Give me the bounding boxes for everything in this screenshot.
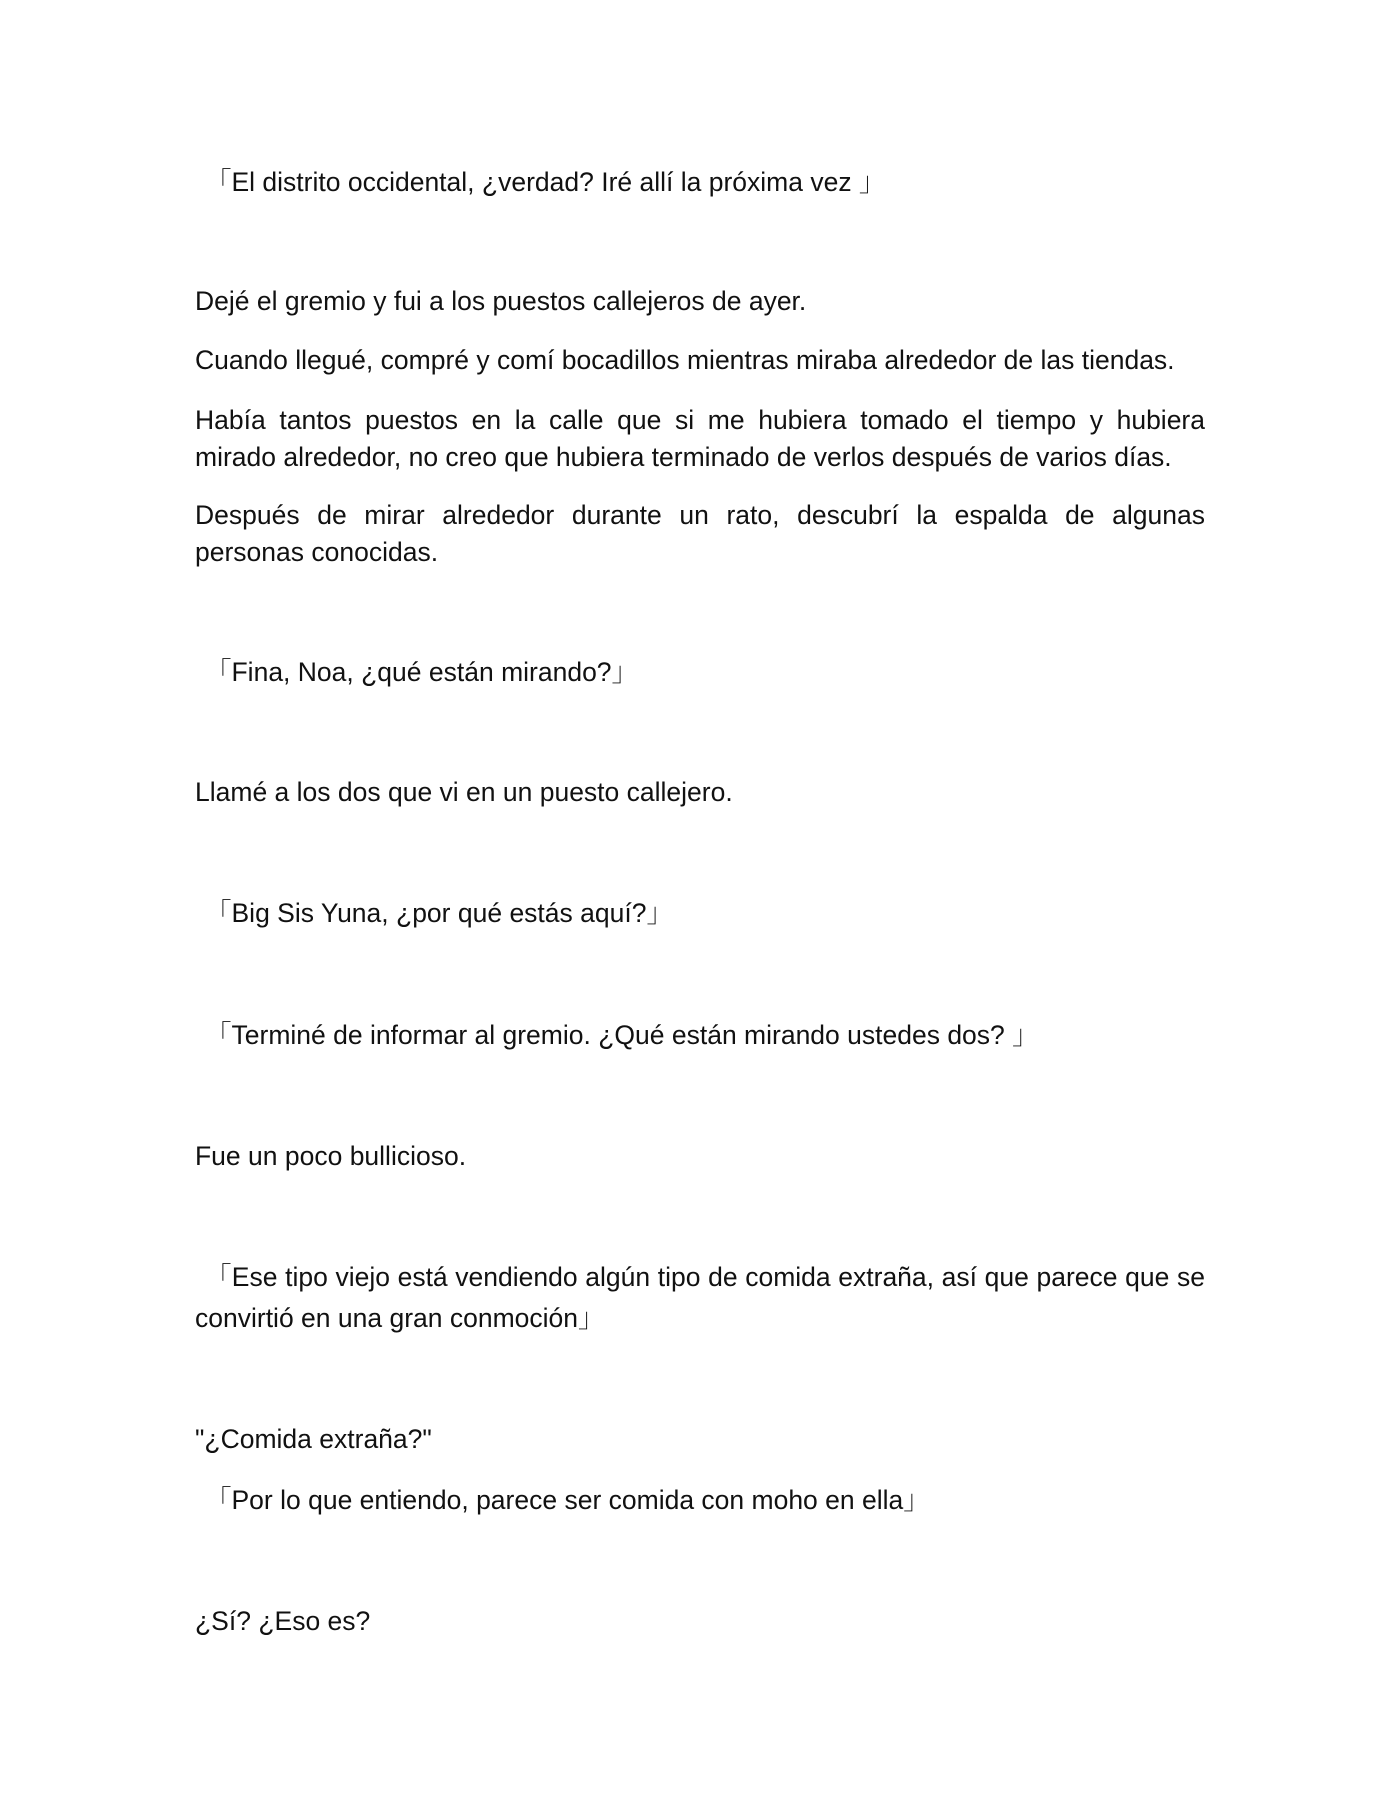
dialogue-line: 「Ese tipo viejo está vendiendo algún tipo de comida extraña, así que parece que se convirtió en una gran conmoción」 [195,1262,1205,1333]
dialogue-line: 「Fina, Noa, ¿qué están mirando?」 [205,657,639,687]
narration-paragraph: ¿Sí? ¿Eso es? [195,1606,371,1636]
dialogue-line: 「Big Sis Yuna, ¿por qué estás aquí?」 [205,898,673,928]
narration-paragraph: Había tantos puestos en la calle que si me hubiera tomado el tiempo y hubiera mirado alrededor, no creo que hubiera terminado de verlos después de varios días. [195,405,1205,472]
narration-paragraph: Dejé el gremio y fui a los puestos callejeros de ayer. [195,286,807,316]
dialogue-line: 「El distrito occidental, ¿verdad? Iré allí la próxima vez 」 [205,167,886,197]
narration-paragraph: Después de mirar alrededor durante un rato, descubrí la espalda de algunas personas conocidas. [195,500,1205,567]
narration-paragraph: "¿Comida extraña?" [195,1424,432,1454]
dialogue-line: 「Por lo que entiendo, parece ser comida con moho en ella」 [205,1485,930,1515]
narration-paragraph: Fue un poco bullicioso. [195,1141,467,1171]
narration-paragraph: Cuando llegué, compré y comí bocadillos mientras miraba alrededor de las tiendas. [195,345,1175,375]
dialogue-line: 「Terminé de informar al gremio. ¿Qué están mirando ustedes dos? 」 [205,1020,1039,1050]
narration-paragraph: Llamé a los dos que vi en un puesto callejero. [195,777,733,807]
